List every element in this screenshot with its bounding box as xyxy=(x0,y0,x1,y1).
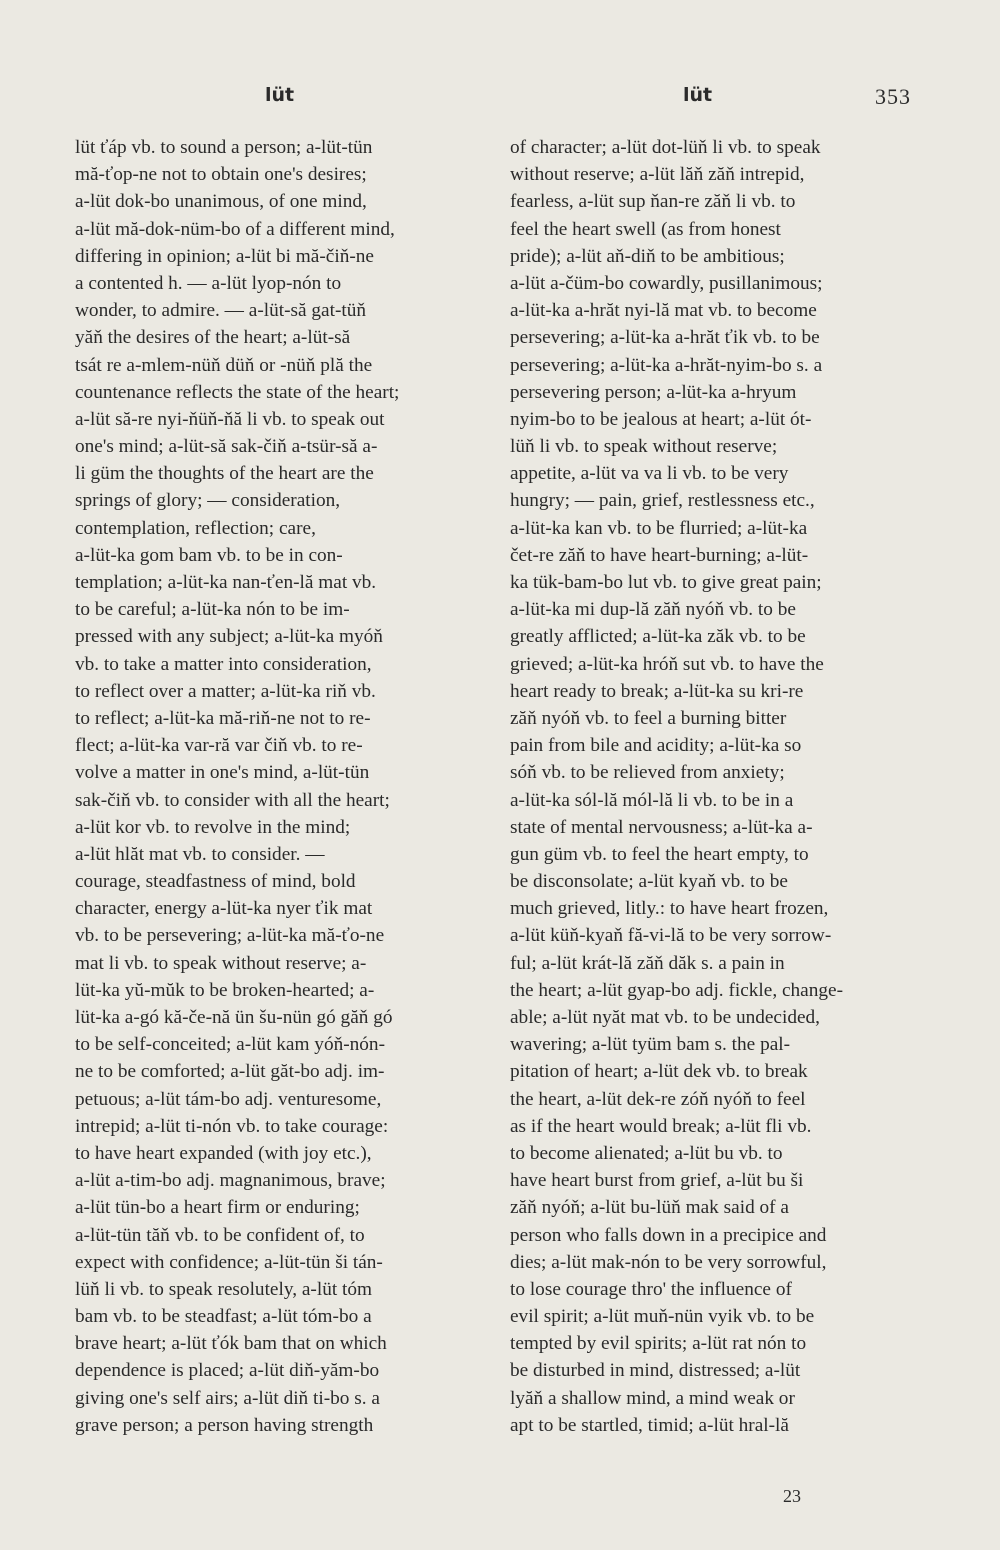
text-line: volve a matter in one's mind, a-lüt-tün xyxy=(75,762,370,784)
text-line: as if the heart would break; a-lüt fli vb. xyxy=(510,1115,812,1137)
text-line: a-lüt tün-bo a heart firm or enduring; xyxy=(75,1197,360,1219)
text-line: of character; a-lüt dot-lüň li vb. to speak xyxy=(510,137,821,158)
text-line: to become alienated; a-lüt bu vb. to xyxy=(510,1142,783,1164)
text-line: a-lüt-ka gom bam vb. to be in con- xyxy=(75,544,343,566)
text-line: lüň li vb. to speak resolutely, a-lüt tóm xyxy=(75,1278,373,1300)
text-line: a-lüt dok-bo unanimous, of one mind, xyxy=(75,191,367,213)
text-line: zăň nyóň; a-lüt bu-lüň mak said of a xyxy=(510,1197,789,1219)
text-line: differing in opinion; a-lüt bi mă-čiň-ne xyxy=(75,245,374,267)
text-line: the heart; a-lüt gyap-bo adj. fickle, change- xyxy=(510,979,843,1001)
text-line: a-lüt-tün tăň vb. to be confident of, to xyxy=(75,1224,365,1246)
text-line: fearless, a-lüt sup ňan-re zăň li vb. to xyxy=(510,191,796,213)
text-line: li güm the thoughts of the heart are the xyxy=(75,463,374,485)
page-number: 353 xyxy=(875,84,911,109)
text-line: greatly afflicted; a-lüt-ka zăk vb. to be xyxy=(510,626,806,648)
text-line: lüt-ka yŭ-mŭk to be broken-hearted; a- xyxy=(75,979,375,1001)
text-line: evil spirit; a-lüt muň-nün vyik vb. to be xyxy=(510,1306,815,1328)
text-line: heart ready to break; a-lüt-ka su kri-re xyxy=(510,680,804,702)
text-line: expect with confidence; a-lüt-tün ši tán- xyxy=(75,1251,383,1273)
text-line: čet-re zăň to have heart-burning; a-lüt- xyxy=(510,544,809,566)
text-line: bam vb. to be steadfast; a-lüt tóm-bo a xyxy=(75,1306,372,1328)
text-line: contemplation, reflection; care, xyxy=(75,517,316,539)
text-line: petuous; a-lüt tám-bo adj. venturesome, xyxy=(75,1088,382,1110)
text-line: springs of glory; — consideration, xyxy=(75,490,341,512)
text-line: a-lüt-ka a-hrăt nyi-lă mat vb. to become xyxy=(510,300,817,322)
text-line: person who falls down in a precipice and xyxy=(510,1224,827,1246)
text-line: yăň the desires of the heart; a-lüt-să xyxy=(75,327,351,349)
text-line: grieved; a-lüt-ka hróň sut vb. to have the xyxy=(510,653,824,675)
text-line: a-lüt hlăt mat vb. to consider. — xyxy=(75,843,325,865)
text-line: tempted by evil spirits; a-lüt rat nón to xyxy=(510,1333,807,1355)
text-line: a-lüt a-čüm-bo cowardly, pusillanimous; xyxy=(510,272,823,294)
text-line: gun güm vb. to feel the heart empty, to xyxy=(510,843,809,865)
text-line: be disconsolate; a-lüt kyaň vb. to be xyxy=(510,871,788,893)
text-line: a-lüt-ka sól-lă mól-lă li vb. to be in a xyxy=(510,789,794,811)
text-line: persevering; a-lüt-ka a-hrăt ťik vb. to be xyxy=(510,327,820,349)
text-line: ka tük-bam-bo lut vb. to give great pain; xyxy=(510,572,822,593)
text-line: nyim-bo to be jealous at heart; a-lüt ót- xyxy=(510,408,812,430)
text-line: flect; a-lüt-ka var-ră var čiň vb. to re- xyxy=(75,735,363,757)
text-line: persevering person; a-lüt-ka a-hryum xyxy=(510,381,797,403)
text-line: ne to be comforted; a-lüt găt-bo adj. im- xyxy=(75,1061,385,1083)
text-line: one's mind; a-lüt-să sak-čiň a-tsür-să a- xyxy=(75,436,378,458)
running-head-left: lüt xyxy=(265,84,295,106)
text-line: pain from bile and acidity; a-lüt-ka so xyxy=(510,735,802,757)
text-line: pressed with any subject; a-lüt-ka myóň xyxy=(75,626,383,648)
text-line: pitation of heart; a-lüt dek vb. to break xyxy=(510,1061,808,1083)
text-line: the heart, a-lüt dek-re zóň nyóň to feel xyxy=(510,1088,806,1110)
text-line: intrepid; a-lüt ti-nón vb. to take courage: xyxy=(75,1115,389,1137)
text-line: lüt ťáp vb. to sound a person; a-lüt-tün xyxy=(75,137,373,158)
right-column xyxy=(510,134,912,1439)
text-line: zăň nyóň vb. to feel a burning bitter xyxy=(510,707,787,729)
text-line: a-lüt să-re nyi-ňüň-ňă li vb. to speak out xyxy=(75,408,385,430)
text-line: to lose courage thro' the influence of xyxy=(510,1278,792,1300)
text-line: mat li vb. to speak without reserve; a- xyxy=(75,952,367,974)
text-line: grave person; a person having strength xyxy=(75,1414,374,1436)
text-line: templation; a-lüt-ka nan-ťen-lă mat vb. xyxy=(75,572,377,593)
text-line: dependence is placed; a-lüt diň-yăm-bo xyxy=(75,1360,380,1382)
text-line: apt to be startled, timid; a-lüt hral-lă xyxy=(510,1414,789,1436)
text-line: to reflect; a-lüt-ka mă-riň-ne not to re- xyxy=(75,707,371,729)
text-line: have heart burst from grief, a-lüt bu ši xyxy=(510,1170,804,1192)
text-line: mă-ťop-ne not to obtain one's desires; xyxy=(75,164,367,186)
text-line: wonder, to admire. — a-lüt-să gat-tüň xyxy=(75,300,367,322)
text-line: persevering; a-lüt-ka a-hrăt-nyim-bo s. a xyxy=(510,354,823,376)
text-line: state of mental nervousness; a-lüt-ka a- xyxy=(510,816,813,838)
text-line: tsát re a-mlem-nüň düň or -nüň plă the xyxy=(75,354,373,376)
text-line: vb. to be persevering; a-lüt-ka mă-ťo-ne xyxy=(75,925,385,947)
text-line: a-lüt-ka kan vb. to be flurried; a-lüt-ka xyxy=(510,517,808,539)
text-line: lyăň a shallow mind, a mind weak or xyxy=(510,1387,795,1409)
text-line: character, energy a-lüt-ka nyer ťik mat xyxy=(75,898,373,920)
text-line: ful; a-lüt krát-lă zăň dăk s. a pain in xyxy=(510,952,785,974)
left-column xyxy=(75,134,487,1439)
text-line: giving one's self airs; a-lüt diň ti-bo s. a xyxy=(75,1387,380,1409)
text-line: a-lüt mă-dok-nüm-bo of a different mind, xyxy=(75,218,395,240)
text-line: brave heart; a-lüt ťók bam that on which xyxy=(75,1333,387,1355)
text-line: a-lüt kor vb. to revolve in the mind; xyxy=(75,816,351,838)
text-line: a-lüt-ka mi dup-lă zăň nyóň vb. to be xyxy=(510,599,796,621)
text-line: able; a-lüt nyăt mat vb. to be undecided, xyxy=(510,1007,821,1028)
text-line: hungry; — pain, grief, restlessness etc., xyxy=(510,490,815,512)
text-line: a-lüt küň-kyaň fă-vi-lă to be very sorrow- xyxy=(510,925,832,947)
text-line: to have heart expanded (with joy etc.), xyxy=(75,1142,372,1164)
text-line: sóň vb. to be relieved from anxiety; xyxy=(510,762,785,784)
text-line: courage, steadfastness of mind, bold xyxy=(75,871,356,893)
text-line: wavering; a-lüt tyüm bam s. the pal- xyxy=(510,1034,791,1056)
text-line: without reserve; a-lüt lăň zăň intrepid, xyxy=(510,164,805,186)
running-head-right: lüt xyxy=(683,84,713,106)
text-line: to reflect over a matter; a-lüt-ka riň vb. xyxy=(75,680,376,702)
text-line: to be self-conceited; a-lüt kam yóň-nón- xyxy=(75,1034,385,1056)
signature-mark: 23 xyxy=(783,1486,801,1506)
text-line: to be careful; a-lüt-ka nón to be im- xyxy=(75,599,350,621)
text-line: dies; a-lüt mak-nón to be very sorrowful, xyxy=(510,1251,827,1273)
text-line: sak-čiň vb. to consider with all the heart; xyxy=(75,789,390,811)
text-line: pride); a-lüt aň-diň to be ambitious; xyxy=(510,245,785,267)
text-line: much grieved, litly.: to have heart frozen, xyxy=(510,898,829,920)
text-line: appetite, a-lüt va va li vb. to be very xyxy=(510,463,789,485)
text-line: a contented h. — a-lüt lyop-nón to xyxy=(75,272,342,294)
text-line: a-lüt a-tim-bo adj. magnanimous, brave; xyxy=(75,1170,386,1192)
text-line: feel the heart swell (as from honest xyxy=(510,218,781,240)
text-line: countenance reflects the state of the heart; xyxy=(75,381,400,403)
text-line: be disturbed in mind, distressed; a-lüt xyxy=(510,1360,801,1382)
text-line: lüň li vb. to speak without reserve; xyxy=(510,436,778,458)
text-line: vb. to take a matter into consideration, xyxy=(75,653,372,675)
text-line: lüt-ka a-gó kă-če-nă ün šu-nün gó găň gó xyxy=(75,1007,393,1028)
